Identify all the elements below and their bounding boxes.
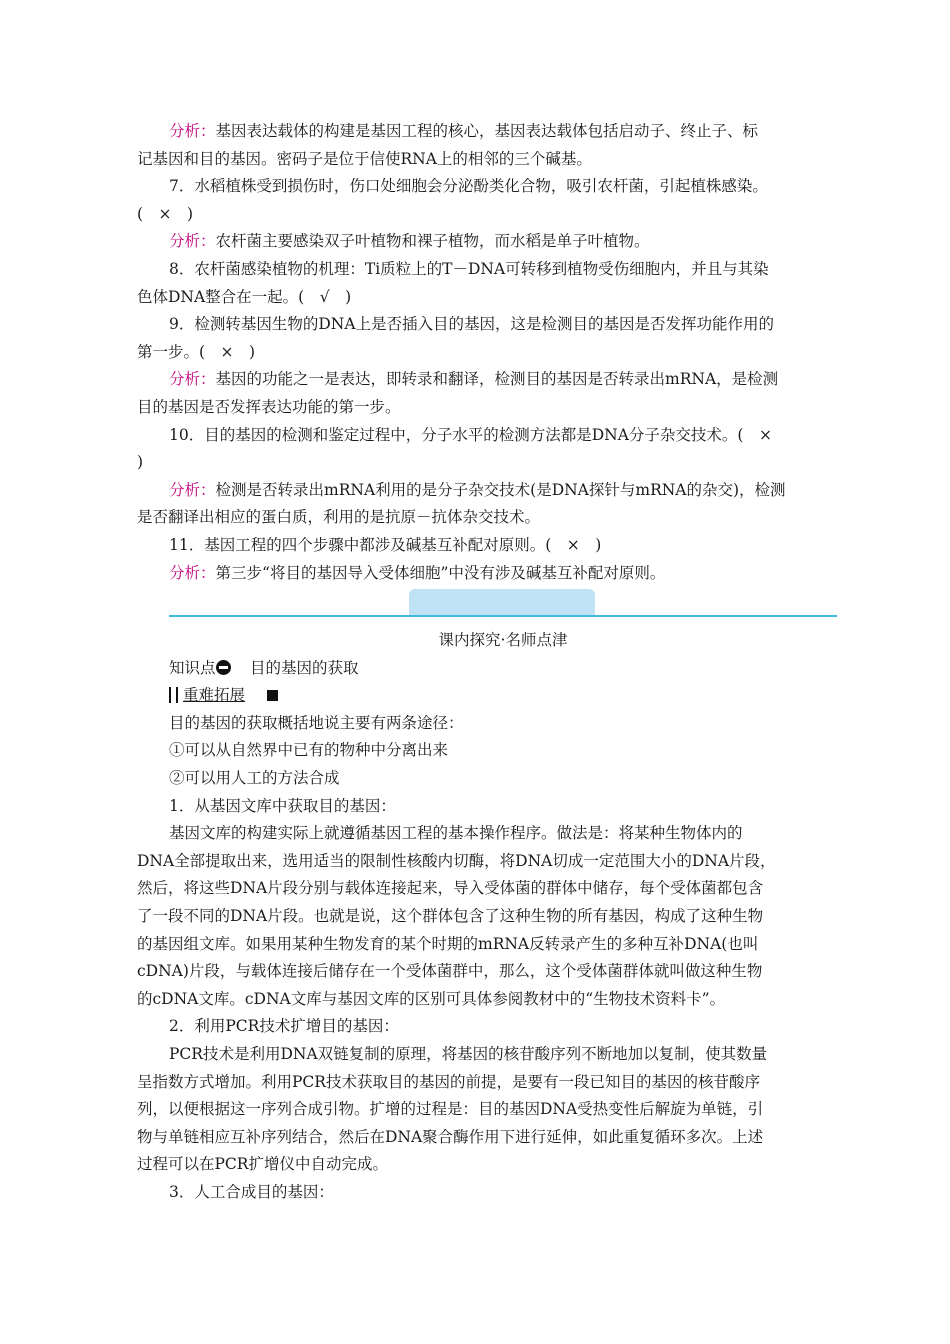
way-item: ①可以从自然界中已有的物种中分离出来: [169, 741, 449, 760]
paragraph-line: PCR技术是利用DNA双链复制的原理，将基因的核苷酸序列不断地加以复制，使其数量: [169, 1045, 768, 1063]
intro-text: 目的基因的获取概括地说主要有两条途径：: [169, 713, 464, 732]
analysis-label: 分析：: [169, 370, 216, 389]
bar-icon: [169, 687, 171, 703]
knowledge-point-heading: [137, 655, 837, 683]
divider-tab: [409, 589, 595, 616]
question-7-answer: ( × ): [137, 204, 194, 223]
analysis-line: 分析：农杆菌主要感染双子叶植物和裸子植物，而水稻是单子叶植物。: [169, 232, 650, 251]
paragraph-line: 的基因组文库。如果用某种生物发育的某个时期的mRNA反转录产生的多种互补DNA(也叫: [137, 934, 759, 953]
heading-3: 3．人工合成目的基因：: [169, 1182, 334, 1201]
document-page: [137, 118, 837, 1207]
subheading: [137, 682, 837, 710]
divider-rule: [169, 615, 837, 617]
analysis-label: 分析：: [169, 232, 216, 251]
question-10: 10．目的基因的检测和鉴定过程中，分子水平的检测方法都是DNA分子杂交技术。( ×: [169, 425, 772, 444]
question-9-answer: 第一步。( × ): [137, 342, 256, 361]
paragraph-line: 过程可以在PCR扩增仪中自动完成。: [137, 1155, 388, 1174]
question-11: 11．基因工程的四个步骤中都涉及碱基互补配对原则。( × ): [169, 535, 602, 554]
analysis-label: 分析：: [169, 480, 216, 499]
paragraph-line: 的cDNA文库。cDNA文库与基因文库的区别可具体参阅教材中的“生物技术资料卡”。: [137, 989, 726, 1008]
analysis-line: 分析：基因的功能之一是表达，即转录和翻译，检测目的基因是否转录出mRNA，是检测: [169, 370, 779, 389]
paragraph-line: 然后，将这些DNA片段分别与载体连接起来，导入受体菌的群体中储存，每个受体菌都包含: [137, 879, 764, 898]
heading-2: 2．利用PCR技术扩增目的基因：: [169, 1017, 399, 1036]
paragraph-line: 基因文库的构建实际上就遵循基因工程的基本操作程序。做法是：将某种生物体内的: [169, 824, 743, 843]
square-icon: [267, 690, 278, 701]
paragraph-line: cDNA)片段，与载体连接后储存在一个受体菌群中，那么，这个受体菌群体就叫做这种生物: [137, 962, 763, 981]
question-10-answer: ): [137, 453, 144, 472]
question-7: 7．水稻植株受到损伤时，伤口处细胞会分泌酚类化合物，吸引农杆菌，引起植株感染。: [169, 177, 768, 196]
analysis-continuation: 是否翻译出相应的蛋白质，利用的是抗原－抗体杂交技术。: [137, 508, 541, 527]
knowledge-point-label: 知识点: [169, 658, 216, 677]
paragraph-line: 呈指数方式增加。利用PCR技术获取目的基因的前提，是要有一段已知目的基因的核苷酸序: [137, 1072, 760, 1091]
subheading-label: 重难拓展: [183, 686, 246, 705]
knowledge-point-title: 目的基因的获取: [250, 658, 359, 677]
section-divider: [137, 589, 837, 627]
question-9: 9．检测转基因生物的DNA上是否插入目的基因，这是检测目的基因是否发挥功能作用的: [169, 315, 775, 334]
question-8: 8．农杆菌感染植物的机理：Ti质粒上的T－DNA可转移到植物受伤细胞内，并且与其染: [169, 259, 769, 278]
paragraph-line: DNA全部提取出来，选用适当的限制性核酸内切酶，将DNA切成一定范围大小的DNA片段，: [137, 851, 776, 870]
way-item: ②可以用人工的方法合成: [169, 769, 340, 788]
heading-1: 1．从基因文库中获取目的基因：: [169, 796, 396, 815]
number-one-icon: [216, 660, 231, 675]
analysis-line: 分析：第三步“将目的基因导入受体细胞”中没有涉及碱基互补配对原则。: [169, 563, 666, 582]
section-title: 课内探究·名师点津: [438, 631, 568, 650]
analysis-continuation: 记基因和目的基因。密码子是位于信使RNA上的相邻的三个碱基。: [137, 149, 592, 168]
paragraph-line: 列，以便根据这一序列合成引物。扩增的过程是：目的基因DNA受热变性后解旋为单链，引: [137, 1100, 764, 1119]
paragraph-line: 了一段不同的DNA片段。也就是说，这个群体包含了这种生物的所有基因，构成了这种生物: [137, 907, 764, 926]
analysis-label: 分析：: [169, 563, 216, 582]
analysis-line: 分析：检测是否转录出mRNA利用的是分子杂交技术(是DNA探针与mRNA的杂交)，检测: [169, 480, 786, 499]
bar-icon: [176, 687, 178, 703]
analysis-line: 分析：基因表达载体的构建是基因工程的核心，基因表达载体包括启动子、终止子、标: [169, 122, 759, 140]
analysis-label: 分析：: [169, 122, 216, 140]
analysis-continuation: 目的基因是否发挥表达功能的第一步。: [137, 397, 401, 416]
paragraph-line: 物与单链相应互补序列结合，然后在DNA聚合酶作用下进行延伸，如此重复循环多次。上述: [137, 1127, 764, 1146]
question-8-answer: 色体DNA整合在一起。( √ ): [137, 287, 352, 306]
